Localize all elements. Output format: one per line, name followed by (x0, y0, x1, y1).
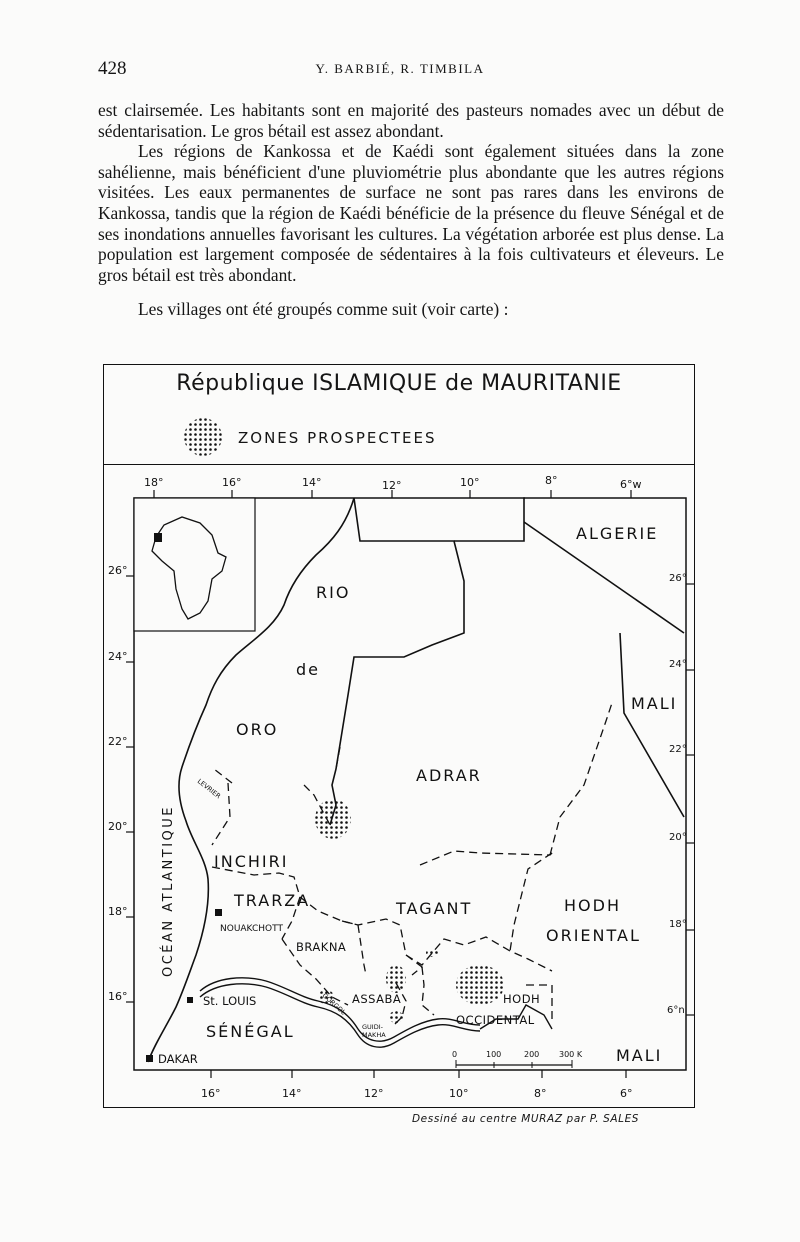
inset-highlight (154, 533, 162, 542)
scale-label: 100 (486, 1050, 502, 1059)
legend-label: ZONES PROSPECTEES (238, 429, 437, 447)
tick-label: 14° (302, 476, 322, 489)
tick-label: 12° (364, 1087, 384, 1100)
tick-label: 22° (669, 744, 687, 755)
scale-bar (452, 1050, 583, 1068)
nouakchott-marker (215, 909, 222, 916)
tick-label: 24° (669, 659, 687, 670)
paragraph-1: est clairsemée. Les habitants sont en majorité des pasteurs nomades avec un début de sédentarisation. Le gros bétail est assez abondant. (98, 100, 724, 141)
region-label-algerie: ALGERIE (576, 524, 659, 543)
region-label-guidimakha-2: MAKHA (362, 1031, 386, 1039)
tick-label: 16° (108, 990, 128, 1003)
bottom-tick-labels (201, 1087, 633, 1100)
region-label-trarza: TRARZA (234, 891, 311, 910)
map-credit: Dessiné au centre MURAZ par P. SALES (412, 1113, 640, 1125)
running-head: Y. BARBIÉ, R. TIMBILA (315, 61, 485, 76)
region-label-mali-north: MALI (631, 694, 678, 713)
paragraph-2: Les régions de Kankossa et de Kaédi sont également situées dans la zone sahélienne, mais bénéficient d'une pluviométrie plus abondante que les autres régions visitées. Les eaux permanentes de surface ne sont pas rares dans les environs de Kankossa, tandis que la région de Kaédi bénéficie de la présence du fleuve Sénégal et de ses inondations annuelles favorisant les cultures. La végétation arborée est plus dense. La population est largement composée de sédentaires à la fois cultivateurs et éleveurs. Le gros bétail est très abondant. (98, 141, 724, 285)
paragraph-3: Les villages ont été groupés comme suit (voir carte) : (138, 299, 509, 320)
tick-label: 20° (108, 820, 128, 833)
tick-label: 8° (534, 1087, 547, 1100)
tick-label: 22° (108, 735, 128, 748)
region-label-guidimakha-1: GUIDI- (362, 1023, 383, 1031)
tick-label: 6°n (667, 1005, 685, 1016)
region-label-tagant: TAGANT (396, 899, 473, 918)
prospected-zone-hodh (456, 965, 504, 1005)
region-label-rio: RIO (316, 583, 351, 602)
top-tick-labels (144, 474, 642, 492)
right-tick-labels (667, 573, 687, 1016)
bottom-tick-marks (211, 1070, 626, 1078)
tick-label: 14° (282, 1087, 302, 1100)
scale-label: 200 (524, 1050, 540, 1059)
page-number: 428 (98, 58, 127, 79)
region-label-levrier: LEVRIER (195, 777, 223, 801)
tick-label: 18° (144, 476, 164, 489)
ocean-label: OCÉAN ATLANTIQUE (161, 805, 176, 977)
prospected-zone-assaba (386, 965, 406, 993)
city-label-nouakchott: NOUAKCHOTT (220, 924, 283, 934)
region-label-assaba: ASSABA (352, 992, 402, 1006)
city-label-st-louis: St. LOUIS (203, 994, 257, 1008)
region-label-hodh-occ-1: HODH (503, 992, 541, 1006)
tick-label: 10° (460, 476, 480, 489)
tick-label: 6° (620, 1087, 633, 1100)
right-tick-marks (686, 584, 694, 1015)
city-labels (158, 924, 283, 1066)
region-label-hodh-oriental-2: ORIENTAL (546, 926, 641, 945)
tick-label: 16° (201, 1087, 221, 1100)
tick-label: 12° (382, 479, 402, 492)
prospected-zone-tagant (426, 949, 438, 957)
body-text (98, 100, 724, 320)
adrar-north-border (454, 498, 525, 541)
region-label-de: de (296, 660, 320, 679)
map-figure (103, 364, 695, 1108)
tick-label: 18° (108, 905, 128, 918)
region-label-senegal: SÉNÉGAL (206, 1022, 295, 1041)
dakar-marker (146, 1055, 153, 1062)
region-label-oro: ORO (236, 720, 279, 739)
tick-label: 26° (669, 573, 687, 584)
region-label-inchiri: INCHIRI (214, 852, 289, 871)
scale-label: 0 (452, 1050, 458, 1059)
prospected-zone-adrar (315, 799, 351, 839)
st-louis-marker (187, 997, 193, 1003)
tick-label: 6°w (620, 478, 642, 491)
tick-label: 10° (449, 1087, 469, 1100)
region-label-mali-south: MALI (616, 1046, 663, 1065)
region-label-hodh-oriental-1: HODH (564, 896, 621, 915)
page-header (0, 58, 800, 82)
tick-label: 16° (222, 476, 242, 489)
prospected-zone-guidimakha (389, 1011, 403, 1023)
region-label-gorgol: GORGOL (320, 991, 348, 1017)
left-tick-marks (126, 576, 134, 1002)
tick-label: 24° (108, 650, 128, 663)
scale-label: 300 K (559, 1050, 583, 1059)
mauritania-map (104, 365, 696, 1109)
region-labels (206, 524, 677, 1065)
region-label-adrar: ADRAR (416, 766, 482, 785)
africa-inset (134, 498, 255, 631)
region-label-hodh-occ-2: OCCIDENTAL (456, 1013, 535, 1027)
tick-label: 18° (669, 919, 687, 930)
left-tick-labels (108, 564, 128, 1003)
city-label-dakar: DAKAR (158, 1052, 198, 1066)
map-title: République ISLAMIQUE de MAURITANIE (176, 371, 622, 396)
tick-label: 8° (545, 474, 558, 487)
tick-label: 20° (669, 832, 687, 843)
region-label-brakna: BRAKNA (296, 940, 347, 954)
tick-label: 26° (108, 564, 128, 577)
